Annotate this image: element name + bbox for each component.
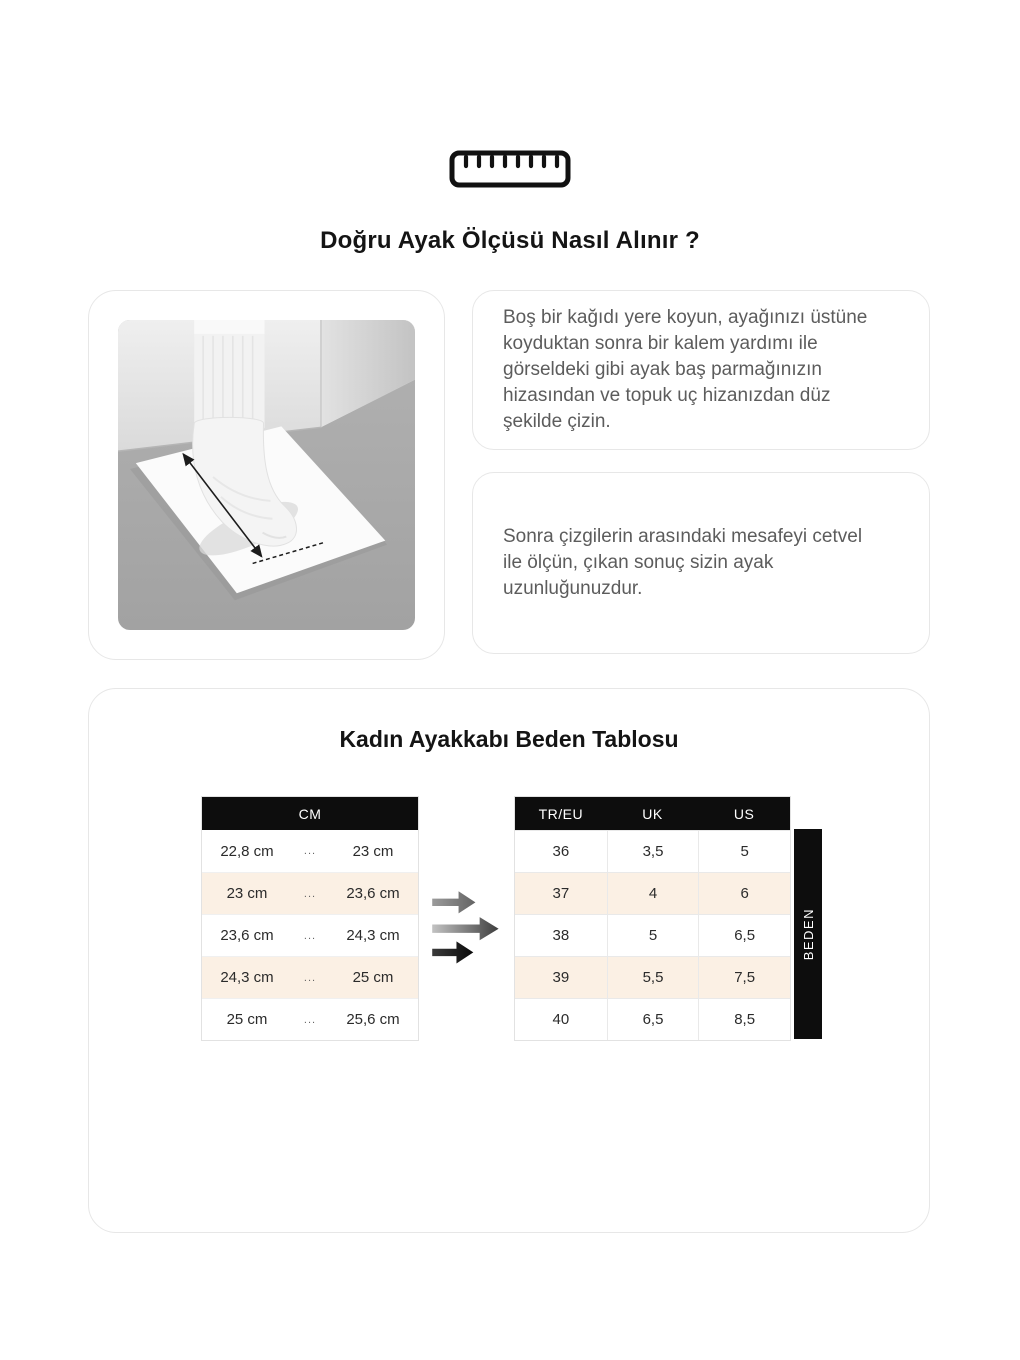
size-us: 6 bbox=[698, 872, 790, 914]
size-uk: 6,5 bbox=[607, 998, 699, 1040]
conversion-table-row bbox=[515, 998, 790, 1040]
size-tr-eu: 37 bbox=[515, 872, 607, 914]
cm-table-row bbox=[202, 998, 418, 1040]
beden-label: BEDEN bbox=[800, 907, 816, 961]
instruction-step-1-text: Boş bir kağıdı yere koyun, ayağınızı üstüne koyduktan sonra bir kalem yardımı ile görseldeki gibi ayak baş parmağınızın hizasından ve topuk uç hizanızdan düz şekilde çizin. bbox=[503, 307, 868, 432]
cm-from: 23 cm bbox=[226, 885, 268, 902]
size-tables-row bbox=[89, 796, 929, 1041]
conversion-table-row bbox=[515, 914, 790, 956]
cm-table-row bbox=[202, 872, 418, 914]
cm-from: 25 cm bbox=[226, 1011, 268, 1028]
ruler-icon bbox=[449, 150, 571, 193]
cm-table-header: CM bbox=[202, 797, 418, 830]
cm-to: 23,6 cm bbox=[346, 885, 400, 902]
conversion-arrows-icon bbox=[419, 796, 514, 964]
size-us: 8,5 bbox=[698, 998, 790, 1040]
cm-to: 25 cm bbox=[352, 969, 394, 986]
instructions-column bbox=[472, 290, 930, 660]
conversion-table-header bbox=[515, 797, 790, 830]
conversion-table-row bbox=[515, 830, 790, 872]
size-tr-eu: 40 bbox=[515, 998, 607, 1040]
cm-separator: ... bbox=[303, 887, 317, 900]
header-uk: UK bbox=[642, 805, 663, 822]
size-uk: 5 bbox=[607, 914, 699, 956]
instruction-step-2-text: Sonra çizgilerin arasındaki mesafeyi cetvel ile ölçün, çıkan sonuç sizin ayak uzunluğunuzdur. bbox=[503, 526, 863, 599]
cm-from: 24,3 cm bbox=[220, 969, 274, 986]
size-uk: 4 bbox=[607, 872, 699, 914]
size-table-title: Kadın Ayakkabı Beden Tablosu bbox=[339, 726, 679, 752]
cm-to: 25,6 cm bbox=[346, 1011, 400, 1028]
size-tr-eu: 38 bbox=[515, 914, 607, 956]
cm-separator: ... bbox=[303, 929, 317, 942]
instruction-card-2 bbox=[472, 472, 930, 654]
size-tr-eu: 39 bbox=[515, 956, 607, 998]
cm-from: 22,8 cm bbox=[220, 842, 274, 860]
conversion-table-row bbox=[515, 956, 790, 998]
cm-separator: ... bbox=[303, 845, 317, 857]
size-guide-page bbox=[0, 150, 1020, 1233]
cm-separator: ... bbox=[303, 971, 317, 984]
cm-to: 24,3 cm bbox=[346, 927, 400, 944]
conversion-table bbox=[514, 796, 791, 1041]
header-us: US bbox=[733, 805, 755, 822]
cm-to: 23 cm bbox=[352, 842, 394, 860]
measure-section bbox=[88, 290, 930, 660]
foot-photo-card bbox=[88, 290, 445, 660]
cm-table-row bbox=[202, 830, 418, 872]
instruction-card-1 bbox=[472, 290, 930, 450]
conversion-table-row bbox=[515, 872, 790, 914]
size-uk: 3,5 bbox=[607, 830, 699, 872]
beden-side-bar bbox=[794, 829, 822, 1039]
cm-table-row bbox=[202, 956, 418, 998]
size-tr-eu: 36 bbox=[515, 830, 607, 872]
foot-measure-photo bbox=[118, 320, 415, 630]
size-us: 5 bbox=[698, 830, 790, 872]
size-us: 6,5 bbox=[698, 914, 790, 956]
cm-from: 23,6 cm bbox=[220, 927, 274, 944]
cm-separator: ... bbox=[303, 1013, 317, 1026]
page-title: Doğru Ayak Ölçüsü Nasıl Alınır ? bbox=[320, 227, 700, 254]
size-us: 7,5 bbox=[698, 956, 790, 998]
size-uk: 5,5 bbox=[607, 956, 699, 998]
cm-table-row bbox=[202, 914, 418, 956]
header-tr-eu: TR/EU bbox=[538, 805, 584, 822]
cm-table bbox=[201, 796, 419, 1041]
size-table-card bbox=[88, 688, 930, 1233]
